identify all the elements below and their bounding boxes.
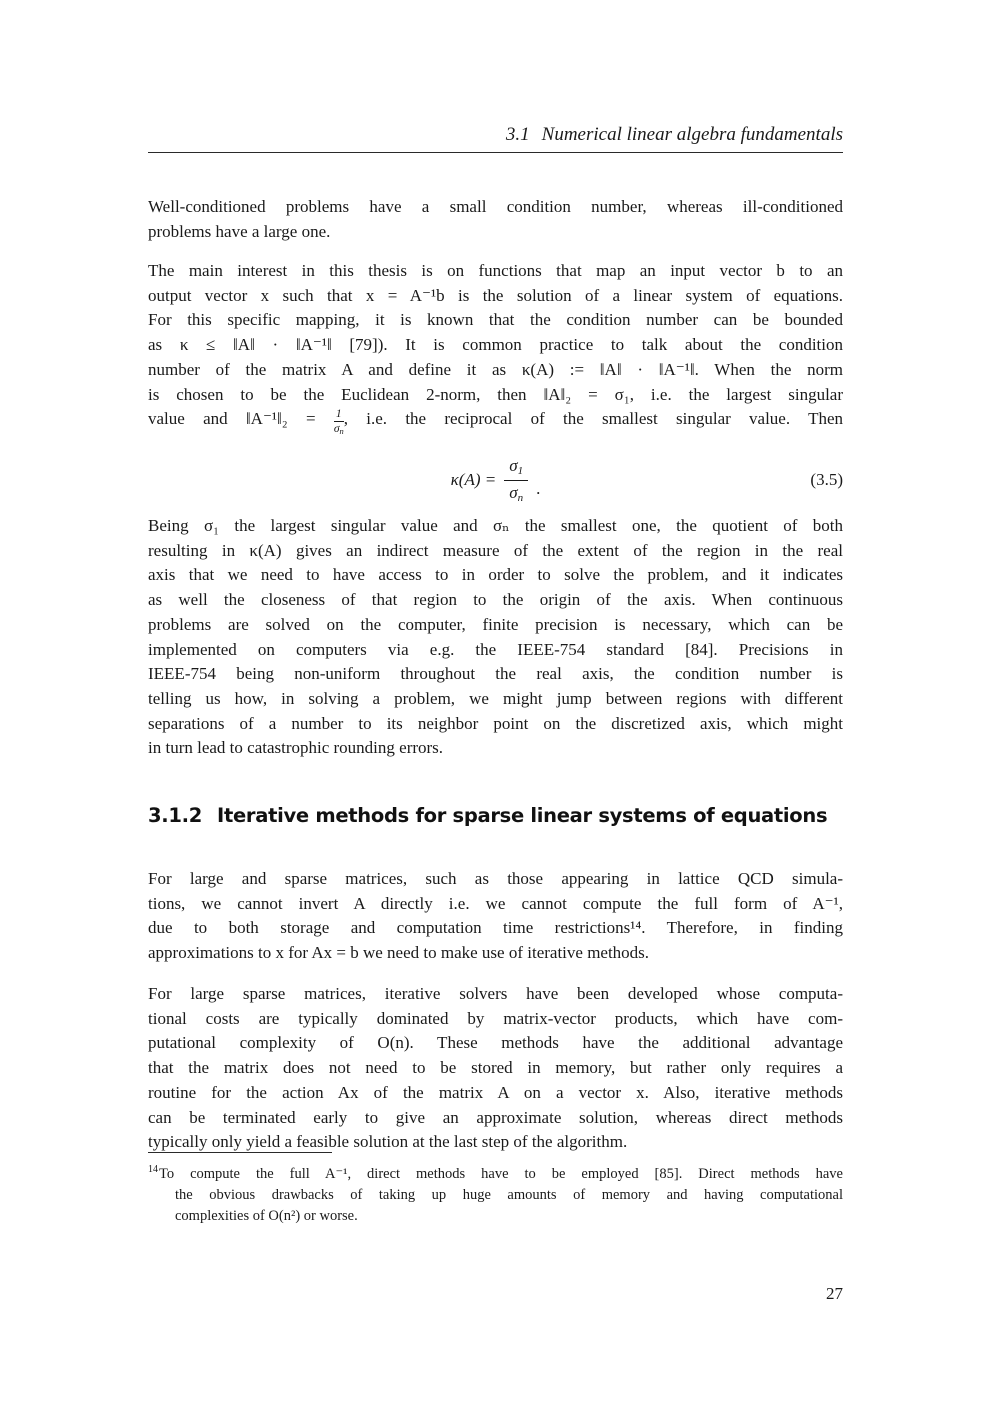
text-line: can be terminated early to give an approximate solution, whereas direct methods (148, 1107, 843, 1127)
text-line: problems have a large one. (148, 221, 331, 241)
text-line: putational complexity of O(n). These methods have the additional advantage (148, 1033, 843, 1053)
inline-fraction-denominator: $\sigma_n$ (333, 423, 344, 437)
subsection-title: Iterative methods for sparse linear systems of equations (217, 804, 828, 827)
text-segment: value and ‖A⁻¹‖₂ = (148, 409, 334, 429)
text-segment: , i.e. the reciprocal of the smallest singular value. Then (343, 409, 843, 429)
text-line: due to both storage and computation time restrictions¹⁴. Therefore, in finding (148, 918, 843, 938)
subsection-number: 3.1.2 (148, 804, 203, 827)
paragraph-large-sparse (148, 867, 843, 966)
fraction-denominator: $\sigma_n$ (509, 482, 524, 504)
subsection-heading (148, 804, 843, 827)
inline-fraction-numerator: 1 (334, 408, 344, 422)
text-line: routine for the action Ax of the matrix A on a vector x. Also, iterative methods (148, 1082, 843, 1102)
text-line-with-fraction (148, 407, 843, 436)
text-line: that the matrix does not need to be stored in memory, but rather only requires a (148, 1058, 843, 1078)
text-line: axis that we need to have access to in order to solve the problem, and it indicates (148, 565, 843, 585)
paragraph-being-sigma (148, 514, 843, 761)
text-line: output vector x such that x = A⁻¹b is the solution of a linear system of equations. (148, 285, 843, 305)
footnote-line: the obvious drawbacks of taking up huge amounts of memory and having computational (175, 1186, 843, 1203)
paragraph-main-interest (148, 259, 843, 436)
equation-lhs: κ(A) = (450, 470, 497, 489)
text-line: resulting in κ(A) gives an indirect measure of the extent of the region in the real (148, 540, 843, 560)
footnote-marker: 14 (148, 1164, 158, 1175)
footnote-line: complexities of O(n²) or worse. (175, 1207, 358, 1224)
paragraph-well-conditioned (148, 195, 843, 244)
text-line: implemented on computers via e.g. the IEEE-754 standard [84]. Precisions in (148, 639, 843, 659)
text-line: The main interest in this thesis is on functions that map an input vector b to an (148, 261, 843, 280)
text-line: Being σ₁ the largest singular value and σₙ the smallest one, the quotient of both (148, 516, 843, 535)
text-line: as κ ≤ ‖A‖ · ‖A⁻¹‖ [79]). It is common practice to talk about the condition (148, 335, 843, 355)
footnote-text: To compute the full A⁻¹, direct methods have to be employed [85]. Direct methods have (159, 1166, 843, 1182)
equation-body (148, 449, 843, 511)
footnote (148, 1152, 843, 1226)
text-line: in turn lead to catastrophic rounding errors. (148, 738, 444, 758)
text-line: telling us how, in solving a problem, we might jump between regions with different (148, 688, 843, 708)
equation-period: . (536, 479, 541, 498)
equation-fraction (504, 456, 528, 504)
footnote-rule (148, 1152, 332, 1153)
text-line: tions, we cannot invert A directly i.e. we cannot compute the full form of A⁻¹, (148, 893, 843, 913)
text-line: typically only yield a feasible solution at the last step of the algorithm. (148, 1132, 628, 1152)
footnote-line (148, 1160, 843, 1185)
fraction-numerator: $\sigma_1$ (504, 456, 528, 481)
text-line: is chosen to be the Euclidean 2-norm, then ‖A‖₂ = σ₁, i.e. the largest singular (148, 384, 843, 404)
page-number: 27 (826, 1284, 843, 1303)
text-line: separations of a number to its neighbor point on the discretized axis, which might (148, 713, 843, 733)
header-section-number: 3.1 (505, 124, 530, 145)
text-line: approximations to x for Ax = b we need to make use of iterative methods. (148, 943, 650, 963)
text-line: problems are solved on the computer, finite precision is necessary, which can be (148, 614, 843, 634)
equation-number-tag: (3.5) (810, 470, 843, 489)
inline-fraction (334, 408, 344, 436)
text-line: as well the closeness of that region to the origin of the axis. When continuous (148, 590, 843, 610)
running-header (148, 124, 843, 153)
text-line: number of the matrix A and define it as κ(A) := ‖A‖ · ‖A⁻¹‖. When the norm (148, 359, 843, 379)
text-line: For large sparse matrices, iterative solvers have been developed whose computa- (148, 984, 843, 1003)
text-line: For this specific mapping, it is known that the condition number can be bounded (148, 310, 843, 330)
display-equation (148, 449, 843, 511)
header-section-title: Numerical linear algebra fundamentals (541, 124, 843, 145)
paragraph-iterative-solvers (148, 982, 843, 1155)
text-line: tional costs are typically dominated by matrix-vector products, which have com- (148, 1008, 843, 1028)
text-line: Well-conditioned problems have a small condition number, whereas ill-conditioned (148, 197, 843, 216)
text-line: For large and sparse matrices, such as those appearing in lattice QCD simula- (148, 869, 843, 888)
text-line: IEEE-754 being non-uniform throughout the real axis, the condition number is (148, 664, 843, 684)
